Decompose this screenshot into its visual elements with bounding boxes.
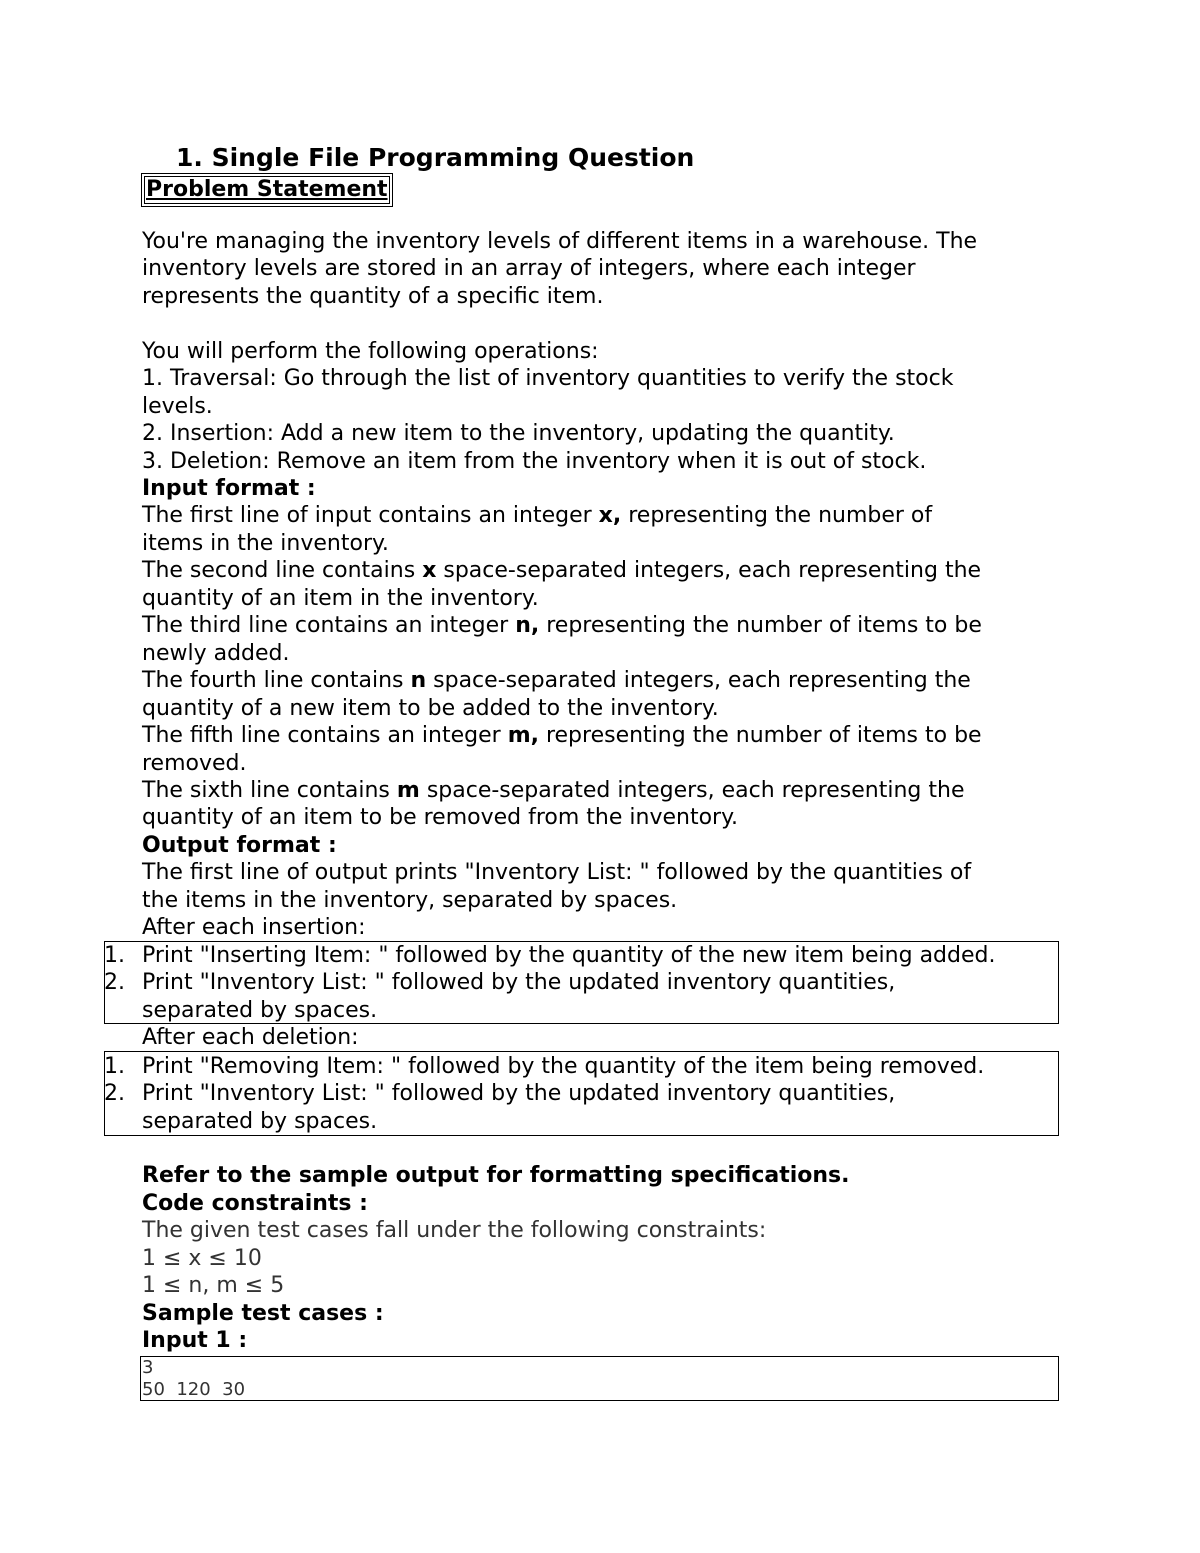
- intro-line-3: represents the quantity of a specific item.: [142, 284, 604, 309]
- problem-statement-heading: Problem Statement: [141, 173, 393, 207]
- output-format-line-2: the items in the inventory, separated by spaces.: [142, 888, 678, 913]
- intro-line-1: You're managing the inventory levels of different items in a warehouse. The: [142, 229, 978, 254]
- input-format-line-4: The fourth line contains n space-separated integers, each representing the: [142, 668, 971, 693]
- constraints-intro: The given test cases fall under the following constraints:: [142, 1218, 767, 1243]
- question-title: 1. Single File Programming Question: [176, 143, 695, 172]
- input-1-label: Input 1 :: [142, 1328, 248, 1353]
- input-format-line-1: The first line of input contains an integer x, representing the number of: [142, 503, 933, 528]
- input-format-line-5: The fifth line contains an integer m, representing the number of items to be: [142, 723, 982, 748]
- insertion-step-2-cont: separated by spaces.: [142, 998, 378, 1023]
- list-number: 1.: [104, 1054, 125, 1079]
- list-number: 2.: [104, 1081, 125, 1106]
- operations-intro: You will perform the following operations:: [142, 339, 599, 364]
- refer-note: Refer to the sample output for formatting specifications.: [142, 1163, 850, 1188]
- constraint-x: 1 ≤ x ≤ 10: [142, 1246, 262, 1271]
- input-format-line-1-cont: items in the inventory.: [142, 531, 389, 556]
- input-format-line-3: The third line contains an integer n, representing the number of items to be: [142, 613, 982, 638]
- code-constraints-heading: Code constraints :: [142, 1191, 368, 1216]
- sample-input-box: [140, 1356, 1059, 1401]
- intro-line-2: inventory levels are stored in an array of integers, where each integer: [142, 256, 916, 281]
- input-format-line-4-cont: quantity of a new item to be added to the inventory.: [142, 696, 719, 721]
- input-format-line-2-cont: quantity of an item in the inventory.: [142, 586, 539, 611]
- insertion-step-1: Print "Inserting Item: " followed by the quantity of the new item being added.: [142, 943, 996, 968]
- sample-input-line-2: 50 120 30: [142, 1379, 246, 1400]
- operation-line: 3. Deletion: Remove an item from the inventory when it is out of stock.: [142, 449, 927, 474]
- sample-input-line-1: 3: [142, 1357, 154, 1378]
- insertion-step-2: Print "Inventory List: " followed by the updated inventory quantities,: [142, 970, 896, 995]
- after-deletion-label: After each deletion:: [142, 1025, 359, 1050]
- list-number: 1.: [104, 943, 125, 968]
- list-number: 2.: [104, 970, 125, 995]
- constraint-n-m: 1 ≤ n, m ≤ 5: [142, 1273, 285, 1298]
- input-format-line-5-cont: removed.: [142, 751, 247, 776]
- operation-line: 2. Insertion: Add a new item to the inventory, updating the quantity.: [142, 421, 895, 446]
- sample-test-cases-heading: Sample test cases :: [142, 1301, 384, 1326]
- deletion-step-1: Print "Removing Item: " followed by the quantity of the item being removed.: [142, 1054, 985, 1079]
- deletion-step-2: Print "Inventory List: " followed by the updated inventory quantities,: [142, 1081, 896, 1106]
- input-format-line-2: The second line contains x space-separated integers, each representing the: [142, 558, 982, 583]
- input-format-line-6-cont: quantity of an item to be removed from the inventory.: [142, 805, 738, 830]
- input-format-line-3-cont: newly added.: [142, 641, 290, 666]
- input-format-line-6: The sixth line contains m space-separated integers, each representing the: [142, 778, 965, 803]
- operation-line: 1. Traversal: Go through the list of inventory quantities to verify the stock: [142, 366, 954, 391]
- deletion-step-2-cont: separated by spaces.: [142, 1109, 378, 1134]
- output-format-line-1: The first line of output prints "Inventory List: " followed by the quantities of: [142, 860, 972, 885]
- after-insertion-label: After each insertion:: [142, 915, 366, 940]
- operation-line: levels.: [142, 394, 213, 419]
- output-format-heading: Output format :: [142, 833, 337, 858]
- input-format-heading: Input format :: [142, 476, 316, 501]
